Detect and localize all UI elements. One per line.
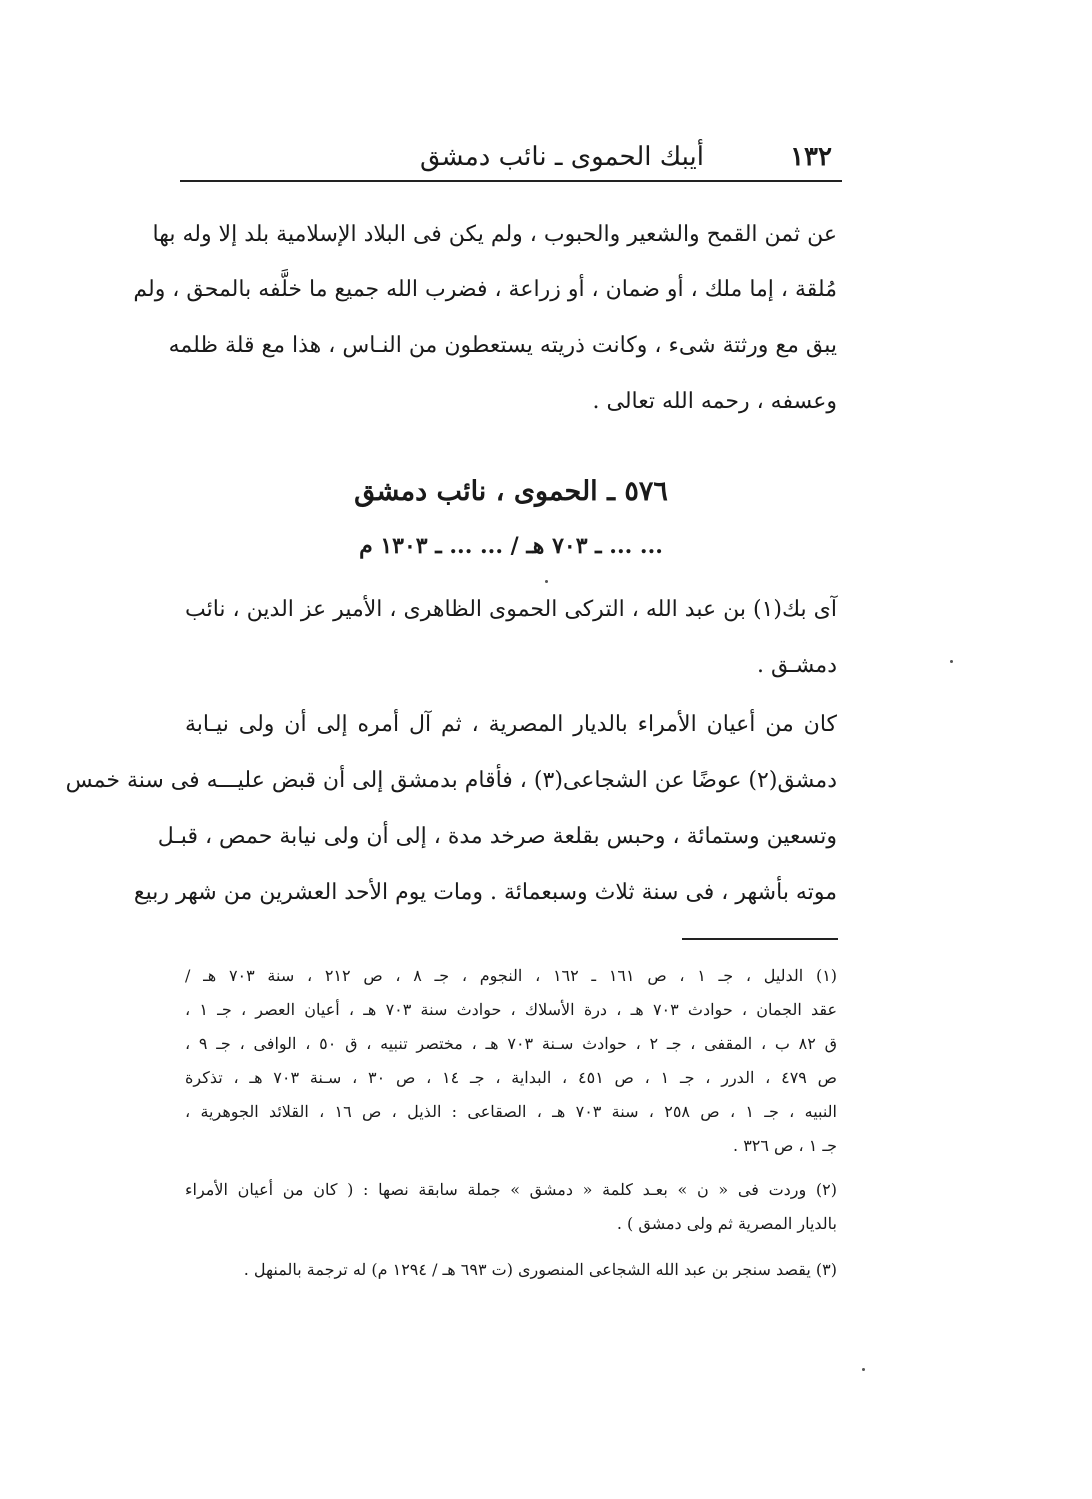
text-line: وتسعين وستمائة ، وحبس بقلعة صرخد مدة ، إلى أن ولى نيابة حمص ، قبـل	[157, 824, 837, 849]
header-rule	[180, 180, 842, 182]
scan-speck	[950, 660, 953, 663]
footnote-line: ص ٤٧٩ ، الدرر ، جـ ١ ، ص ٤٥١ ، البداية ، جـ ١٤ ، ص ٣٠ ، سـنة ٧٠٣ هـ ، تذكرة	[185, 1068, 838, 1087]
text-line: موته بأشهر ، فى سنة ثلاث وسبعمائة . ومات يوم الأحد العشرين من شهر ربيع	[133, 880, 837, 905]
running-header	[180, 138, 840, 180]
footnote-line: ق ٨٢ ب ، المقفى ، جـ ٢ ، حوادث سـنة ٧٠٣ هـ ، مختصر تنبيه ، ق ٥٠ ، الوافى ، جـ ٩ ،	[185, 1034, 837, 1053]
footnote-rule	[682, 938, 838, 940]
text-line: دمشق(٢) عوضًا عن الشجاعى(٣) ، فأقام بدمشق إلى أن قبض عليـــه فى سنة خمس	[65, 768, 837, 793]
entry-dates: ... ... ـ ٧٠٣ هـ / ... ... ـ ١٣٠٣ م	[359, 533, 663, 559]
text-line: آى بك(١) بن عبد الله ، التركى الحموى الظاهرى ، الأمير عز الدين ، نائب	[185, 597, 837, 622]
footnote-line: بالديار المصرية ثم ولى دمشق ) .	[616, 1214, 837, 1233]
scan-speck	[545, 580, 548, 583]
footnotes	[185, 966, 837, 1326]
text-line: عن ثمن القمح والشعير والحبوب ، ولم يكن فى البلاد الإسلامية بلد إلا وله بها	[152, 222, 837, 247]
running-title: أيبك الحموى ـ نائب دمشق	[420, 142, 704, 172]
text-line: كان من أعيان الأمراء بالديار المصرية ، ثم آل أمره إلى أن ولى نيـابة	[185, 712, 837, 737]
scan-speck	[862, 1368, 865, 1371]
text-line: دمشـق .	[757, 653, 837, 678]
footnote-line: جـ ١ ، ص ٣٢٦ .	[733, 1136, 837, 1155]
footnote-line: النبيه ، جـ ١ ، ص ٢٥٨ ، سنة ٧٠٣ هـ ، الصقاعى : الذيل ، ص ١٦ ، القلائد الجوهرية ،	[185, 1102, 838, 1121]
page-number: ١٣٢	[790, 142, 832, 172]
footnote-line: (٢) وردت فى « ن » بعـد كلمة « دمشق » جملة سابقة نصها : ( كان من أعيان الأمراء	[185, 1180, 837, 1199]
footnote-line: عقد الجمان ، حوادث ٧٠٣ هـ ، درة الأسلاك ، حوادث سنة ٧٠٣ هـ ، أعيان العصر ، جـ ١ ،	[185, 1000, 838, 1019]
footnote-line: (٣) يقصد سنجر بن عبد الله الشجاعى المنصورى (ت ٦٩٣ هـ / ١٢٩٤ م) له ترجمة بالمنهل .	[243, 1260, 837, 1279]
continuation-paragraph	[133, 222, 837, 452]
entry-intro	[185, 597, 837, 697]
entry-paragraph	[65, 712, 837, 912]
footnote-line: (١) الدليل ، جـ ١ ، ص ١٦١ ـ ١٦٢ ، النجوم ، جـ ٨ ، ص ٢١٢ ، سنة ٧٠٣ هـ /	[185, 966, 838, 985]
text-line: مُلقة ، إما ملك ، أو ضمان ، أو زراعة ، فضرب الله جميع ما خلَّفه بالمحق ، ولم	[133, 277, 837, 302]
entry-heading: ٥٧٦ ـ الحموى ، نائب دمشق	[354, 476, 668, 507]
text-line: وعسفه ، رحمه الله تعالى .	[592, 389, 837, 414]
text-line: يبق مع ورثتة شىء ، وكانت ذريته يستعطون من النـاس ، هذا مع قلة ظلمه	[168, 333, 837, 358]
